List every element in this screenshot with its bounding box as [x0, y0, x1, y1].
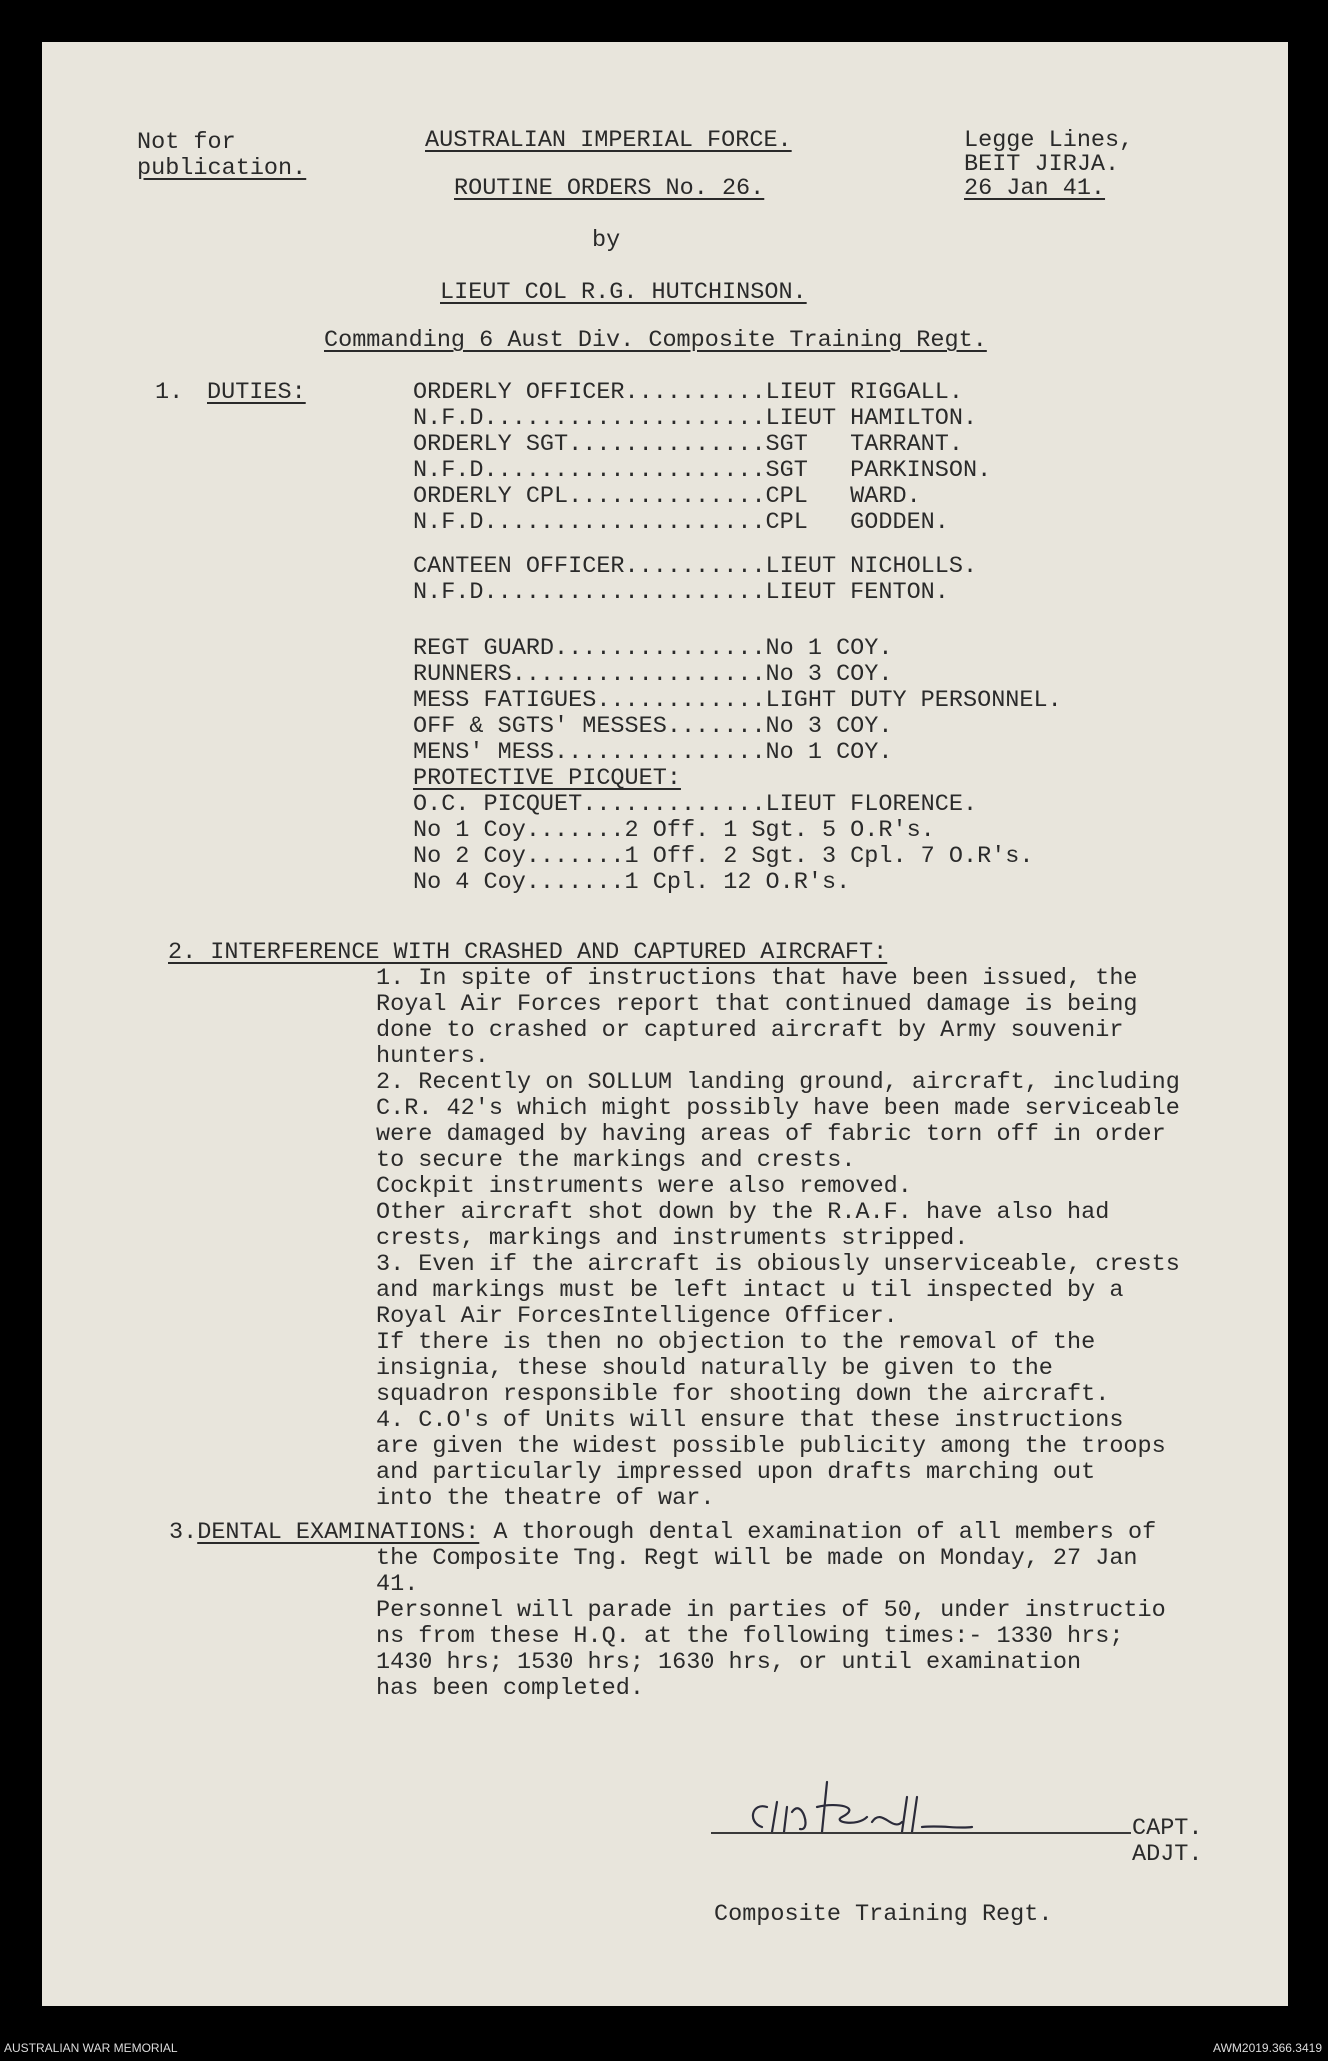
section1-number: 1.: [155, 379, 198, 406]
section2-line: insignia, these should naturally be given to the: [376, 1355, 1053, 1382]
section3-number: 3.: [169, 1519, 198, 1546]
guard-line: REGT GUARD...............No 1 COY.: [413, 635, 893, 662]
guard-line: RUNNERS..................No 3 COY.: [413, 661, 893, 688]
commanding-line: Commanding 6 Aust Div. Composite Training Regt.: [324, 327, 987, 354]
duty-line: N.F.D....................CPL GODDEN.: [413, 509, 949, 536]
signature-line: [711, 1832, 1131, 1834]
not-for-publication-line2: publication.: [137, 155, 307, 182]
picquet-oc: O.C. PICQUET.............LIEUT FLORENCE.: [413, 791, 978, 818]
duty-line: N.F.D....................SGT PARKINSON.: [413, 457, 992, 484]
picquet-line: No 2 Coy.......1 Off. 2 Sgt. 3 Cpl. 7 O.R's.: [413, 843, 1034, 870]
section1-heading: DUTIES:: [207, 379, 306, 406]
section2-line: and particularly impressed upon drafts marching out: [376, 1459, 1096, 1486]
canteen-roster: [413, 554, 977, 606]
section2-line: Cockpit instruments were also removed.: [376, 1173, 912, 1200]
duty-line: ORDERLY CPL..............CPL WARD.: [413, 483, 921, 510]
footer-accession-number: AWM2019.366.3419: [1213, 2041, 1322, 2055]
section3-body: [376, 1546, 1166, 1702]
section3-line: the Composite Tng. Regt will be made on Monday, 27 Jan: [376, 1545, 1138, 1572]
by-label: by: [592, 227, 621, 254]
section2-line: If there is then no objection to the removal of the: [376, 1329, 1096, 1356]
location-line2: BEIT JIRJA.: [964, 151, 1120, 178]
section3-line: ns from these H.Q. at the following times:- 1330 hrs;: [376, 1623, 1124, 1650]
section2-heading: 2. INTERFERENCE WITH CRASHED AND CAPTURED AIRCRAFT:: [168, 939, 888, 966]
guard-roster: [413, 636, 1062, 896]
handwritten-signature: [742, 1777, 1042, 1847]
not-for-publication-line1: Not for: [137, 129, 236, 156]
signatory-unit: Composite Training Regt.: [714, 1901, 1053, 1928]
section2-line: and markings must be left intact u til inspected by a: [376, 1277, 1124, 1304]
section2-line: to secure the markings and crests.: [376, 1147, 856, 1174]
duty-roster: [413, 380, 991, 536]
section2-line: Other aircraft shot down by the R.A.F. have also had: [376, 1199, 1110, 1226]
document-page: [42, 42, 1288, 2006]
section3-first-line: A thorough dental examination of all members of: [479, 1519, 1157, 1546]
location-line1: Legge Lines,: [964, 127, 1134, 154]
commander-name: LIEUT COL R.G. HUTCHINSON.: [440, 279, 807, 306]
guard-line: MESS FATIGUES............LIGHT DUTY PERSONNEL.: [413, 687, 1062, 714]
section2-line: done to crashed or captured aircraft by Army souvenir: [376, 1017, 1124, 1044]
duty-line: ORDERLY SGT..............SGT TARRANT.: [413, 431, 963, 458]
guard-line: OFF & SGTS' MESSES.......No 3 COY.: [413, 713, 893, 740]
section2-line: 2. Recently on SOLLUM landing ground, aircraft, including: [376, 1069, 1180, 1096]
picquet-heading: PROTECTIVE PICQUET:: [413, 765, 681, 792]
section3-heading: DENTAL EXAMINATIONS:: [197, 1519, 480, 1546]
section2-line: 4. C.O's of Units will ensure that these instructions: [376, 1407, 1124, 1434]
picquet-line: No 4 Coy.......1 Cpl. 12 O.R's.: [413, 869, 851, 896]
guard-line: MENS' MESS...............No 1 COY.: [413, 739, 893, 766]
footer-source: AUSTRALIAN WAR MEMORIAL: [4, 2041, 178, 2055]
picquet-line: No 1 Coy.......2 Off. 1 Sgt. 5 O.R's.: [413, 817, 935, 844]
duty-line: N.F.D....................LIEUT HAMILTON.: [413, 405, 978, 432]
section3-line: 41.: [376, 1571, 419, 1598]
section2-line: into the theatre of war.: [376, 1485, 715, 1512]
section3-line: Personnel will parade in parties of 50, under instructio: [376, 1597, 1166, 1624]
section2-line: crests, markings and instruments stripped.: [376, 1225, 969, 1252]
section3-heading-line: [169, 1520, 1156, 1546]
section2-line: 1. In spite of instructions that have been issued, the: [376, 965, 1138, 992]
section3-line: 1430 hrs; 1530 hrs; 1630 hrs, or until examination: [376, 1649, 1082, 1676]
duty-line: ORDERLY OFFICER..........LIEUT RIGGALL.: [413, 379, 963, 406]
section2-line: squadron responsible for shooting down the aircraft.: [376, 1381, 1110, 1408]
section2-line: are given the widest possible publicity among the troops: [376, 1433, 1166, 1460]
section2-line: were damaged by having areas of fabric torn off in order: [376, 1121, 1166, 1148]
signatory-rank: CAPT.: [1132, 1815, 1203, 1842]
section2-line: Royal Air ForcesIntelligence Officer.: [376, 1303, 898, 1330]
section2-line: C.R. 42's which might possibly have been made serviceable: [376, 1095, 1180, 1122]
canteen-line: CANTEEN OFFICER..........LIEUT NICHOLLS.: [413, 553, 978, 580]
document-date: 26 Jan 41.: [964, 175, 1106, 202]
document-title: AUSTRALIAN IMPERIAL FORCE.: [425, 127, 792, 154]
signatory-appointment: ADJT.: [1132, 1841, 1203, 1868]
section2-line: hunters.: [376, 1043, 489, 1070]
routine-orders-number: ROUTINE ORDERS No. 26.: [454, 175, 765, 202]
section3-line: has been completed.: [376, 1675, 644, 1702]
section2-body: [376, 966, 1180, 1512]
section2-line: 3. Even if the aircraft is obiously unserviceable, crests: [376, 1251, 1180, 1278]
canteen-line: N.F.D....................LIEUT FENTON.: [413, 579, 949, 606]
section2-line: Royal Air Forces report that continued damage is being: [376, 991, 1138, 1018]
